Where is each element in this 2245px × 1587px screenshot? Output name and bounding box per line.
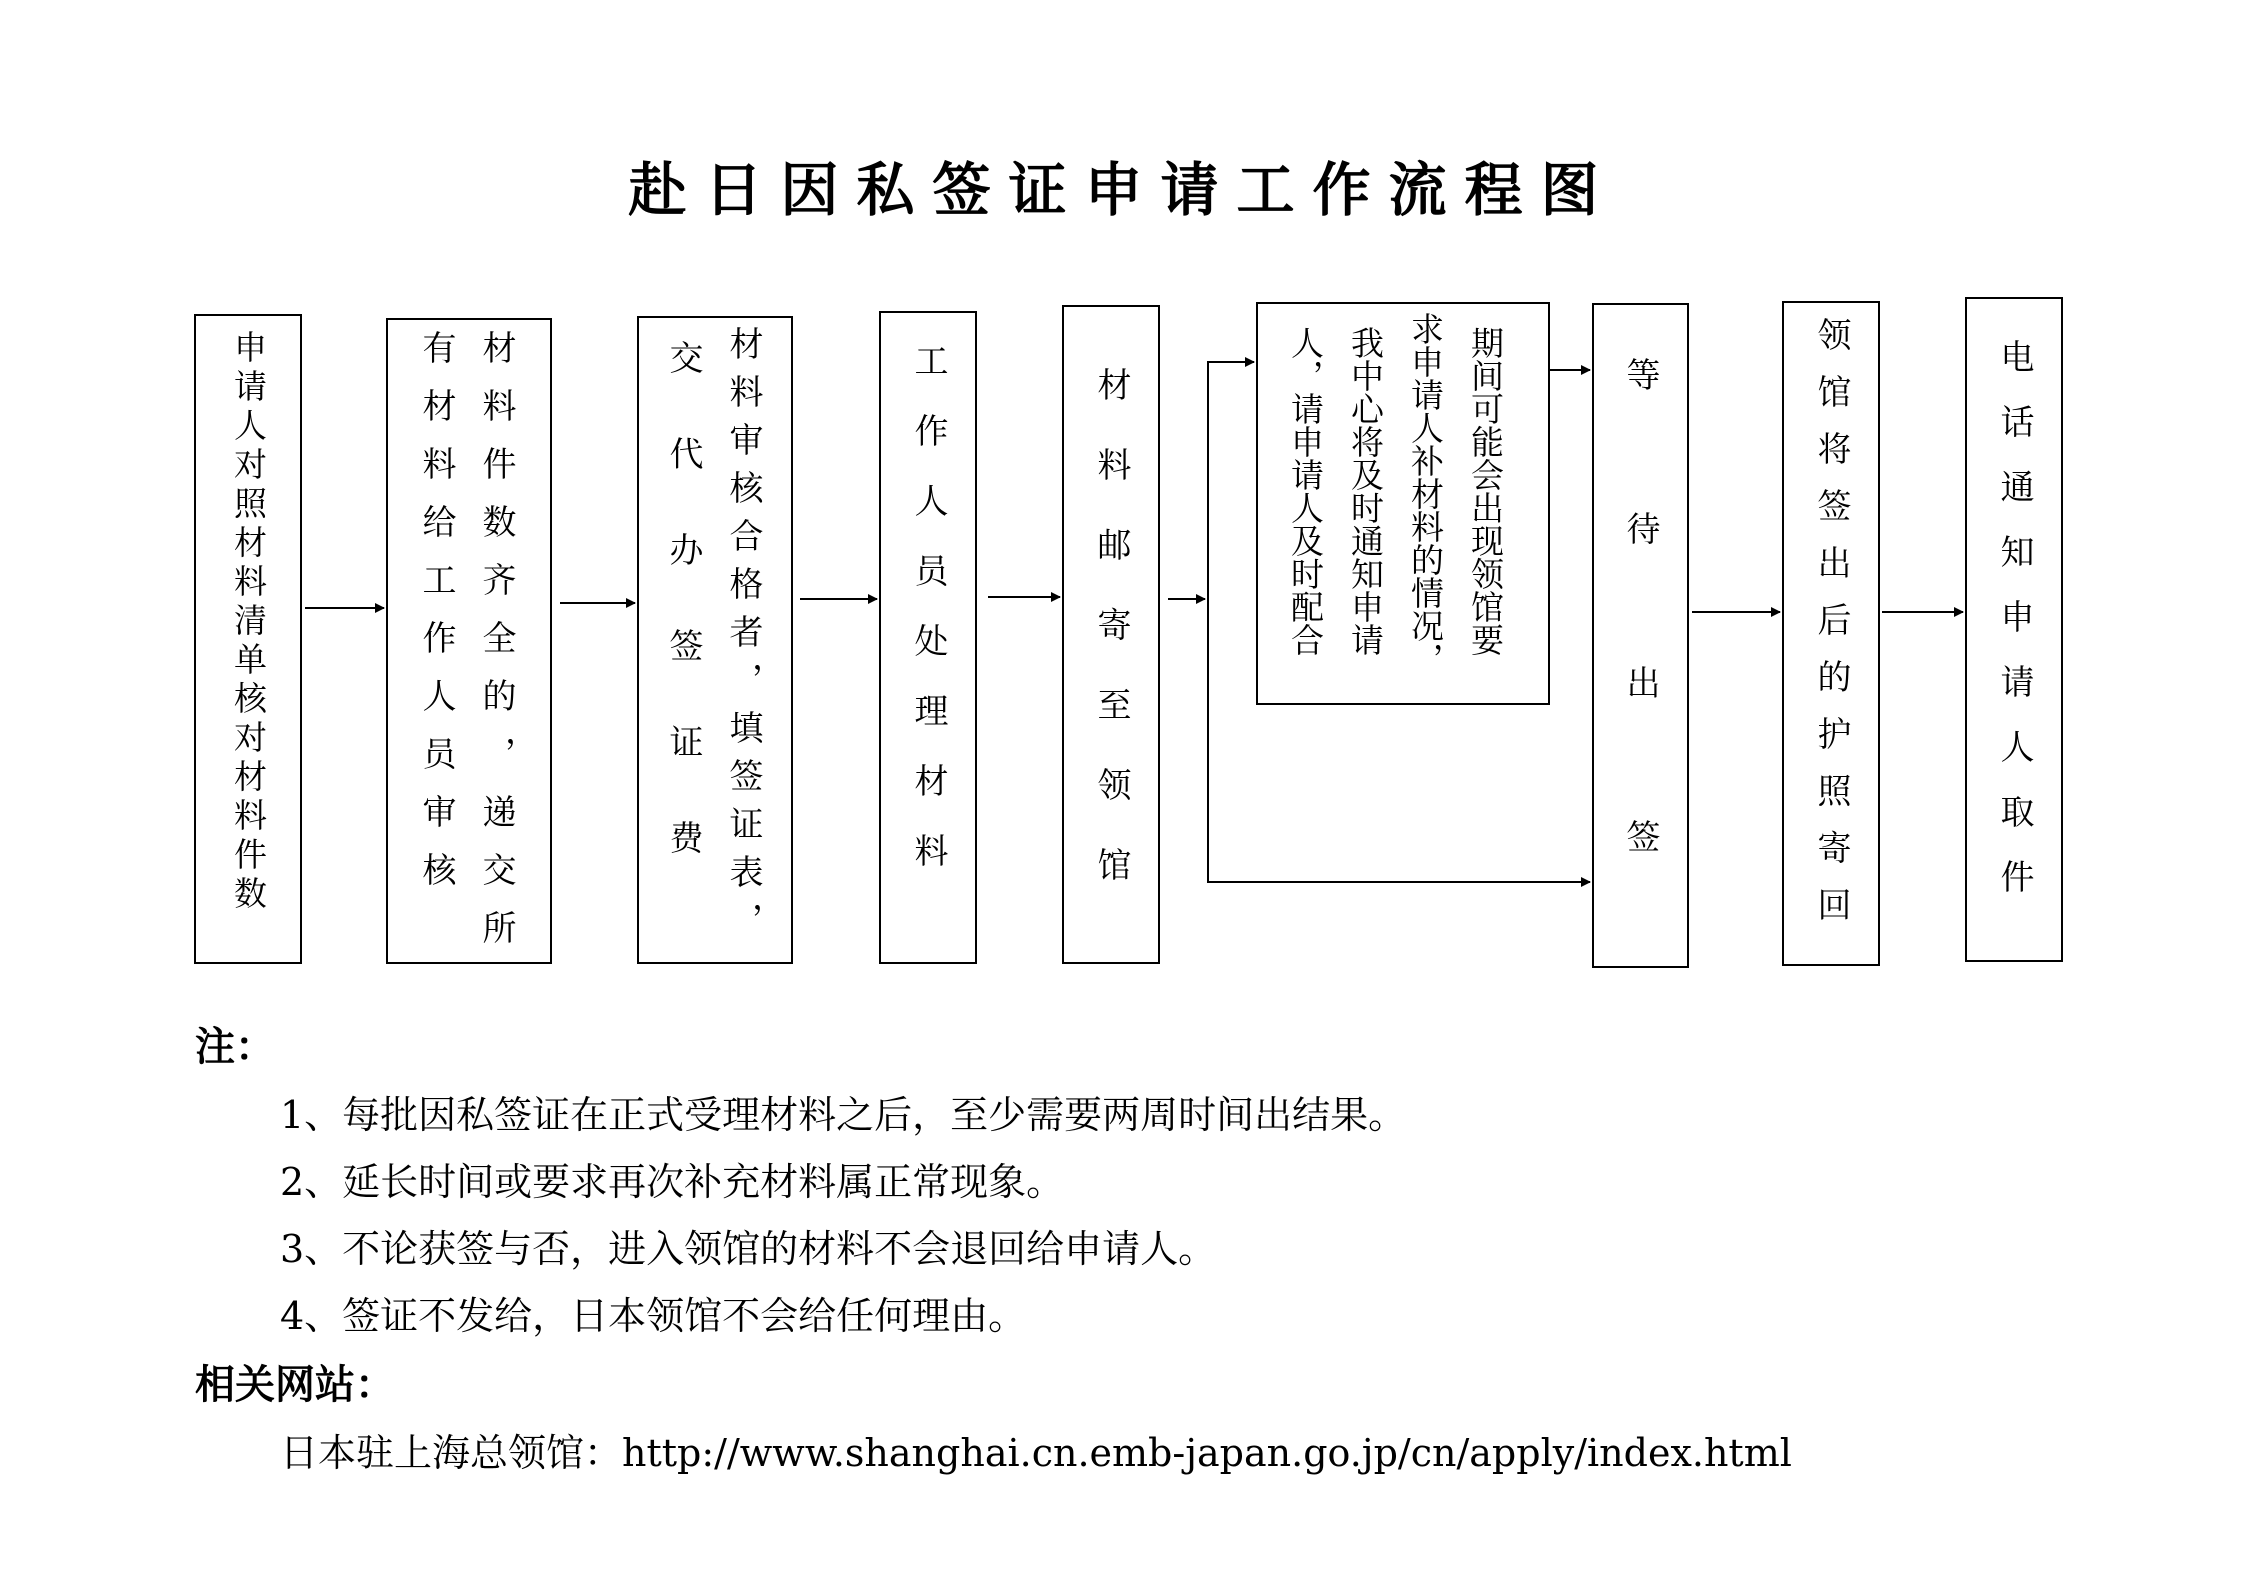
step-8-text: 领馆将签出后的护照寄回: [1811, 317, 1851, 944]
notes-heading: 注：: [195, 1024, 275, 1070]
step-5-text: 材料邮寄至领馆: [1091, 367, 1131, 927]
consulate-link[interactable]: http://www.shanghai.cn.emb-japan.go.jp/cn/apply/index.html: [622, 1431, 1792, 1475]
note-1: 1、每批因私签证在正式受理材料之后，至少需要两周时间出结果。: [280, 1093, 1407, 1137]
step-9-text: 电话通知申请人取件: [1994, 339, 2034, 924]
step-3-line-2: 交代办签证费: [663, 340, 703, 916]
note-2: 2、延长时间或要求再次补充材料属正常现象。: [280, 1160, 1065, 1204]
step-3-line-1: 材料审核合格者，填签证表，: [723, 326, 763, 950]
consulate-site: [280, 1428, 1792, 1478]
note-3: 3、不论获签与否，进入领馆的材料不会退回给申请人。: [280, 1227, 1217, 1271]
step-1-text: 申请人对照材料清单核对材料件数: [229, 330, 268, 915]
step-6-line-4: 人，请申请人及时配合: [1286, 326, 1325, 656]
consulate-label: 日本驻上海总领馆：: [280, 1431, 623, 1475]
step-6-line-3: 我中心将及时通知申请: [1346, 326, 1385, 656]
step-6-line-2: 求申请人补材料的情况，: [1406, 312, 1445, 675]
branch-line: [1208, 362, 1590, 882]
page-title: 赴日因私签证申请工作流程图: [628, 156, 1617, 224]
step-4-text: 工作人员处理材料: [908, 343, 948, 903]
note-4: 4、签证不发给，日本领馆不会给任何理由。: [280, 1294, 1027, 1338]
step-2-line-2: 有材料给工作人员审核: [416, 330, 456, 910]
step-7-text: 等待出签: [1620, 357, 1660, 973]
step-6-line-1: 期间可能会出现领馆要: [1466, 326, 1505, 656]
step-2-line-1: 材料件数齐全的，递交所: [476, 330, 516, 968]
links-heading: 相关网站：: [195, 1362, 395, 1408]
